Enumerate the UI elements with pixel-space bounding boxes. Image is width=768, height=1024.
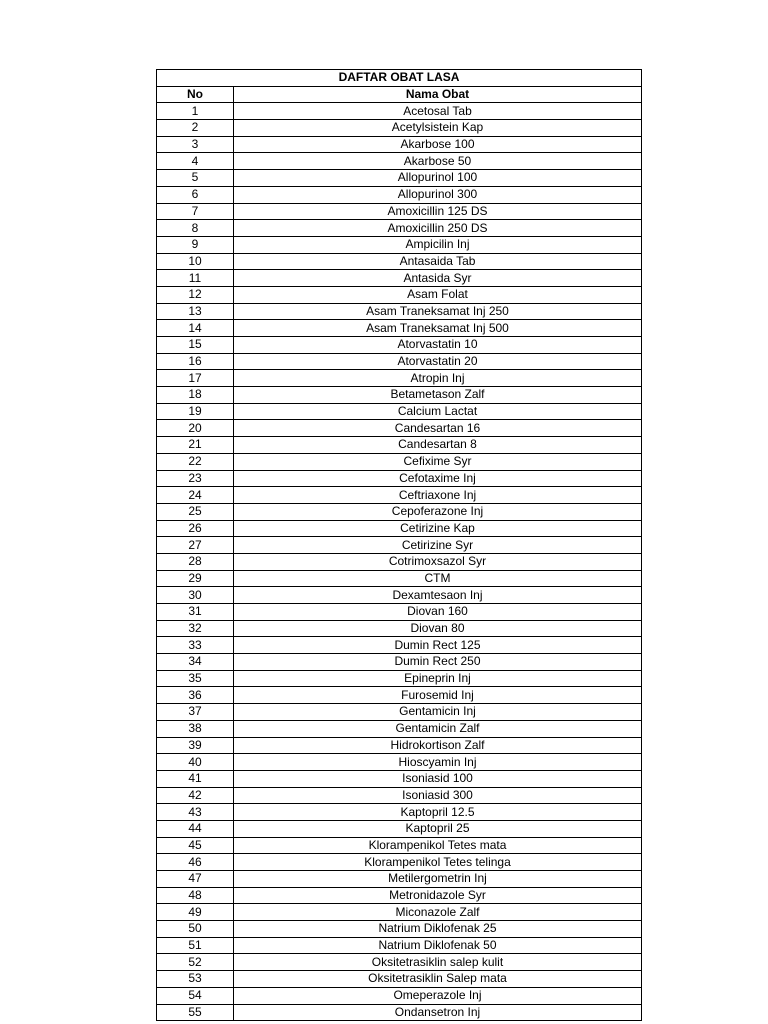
table-row (157, 470, 642, 487)
table-row (157, 587, 642, 604)
drug-name: Candesartan 8 (234, 437, 642, 454)
table-row (157, 136, 642, 153)
drug-name: Antasida Syr (234, 270, 642, 287)
table-row (157, 120, 642, 137)
row-number: 43 (157, 804, 234, 821)
drug-name: Diovan 160 (234, 604, 642, 621)
drug-name: Dumin Rect 250 (234, 654, 642, 671)
row-number: 38 (157, 720, 234, 737)
table-row (157, 437, 642, 454)
row-number: 1 (157, 103, 234, 120)
drug-name: Allopurinol 300 (234, 186, 642, 203)
row-number: 53 (157, 971, 234, 988)
drug-name: Hioscyamin Inj (234, 754, 642, 771)
table-row (157, 220, 642, 237)
drug-name: Atorvastatin 10 (234, 337, 642, 354)
row-number: 34 (157, 654, 234, 671)
drug-name: Asam Folat (234, 286, 642, 303)
row-number: 41 (157, 770, 234, 787)
drug-name: Diovan 80 (234, 620, 642, 637)
table-row (157, 670, 642, 687)
drug-name: Asam Traneksamat Inj 250 (234, 303, 642, 320)
row-number: 47 (157, 871, 234, 888)
row-number: 6 (157, 186, 234, 203)
table-row (157, 487, 642, 504)
table-row (157, 153, 642, 170)
header-row (157, 86, 642, 103)
drug-name: Furosemid Inj (234, 687, 642, 704)
row-number: 8 (157, 220, 234, 237)
table-row (157, 620, 642, 637)
table-row (157, 387, 642, 404)
row-number: 4 (157, 153, 234, 170)
title-row (157, 70, 642, 87)
row-number: 14 (157, 320, 234, 337)
table-row (157, 553, 642, 570)
table-row (157, 236, 642, 253)
row-number: 28 (157, 553, 234, 570)
column-header-name: Nama Obat (234, 86, 642, 103)
drug-name: Klorampenikol Tetes mata (234, 837, 642, 854)
drug-name: Ampicilin Inj (234, 236, 642, 253)
table-row (157, 820, 642, 837)
row-number: 18 (157, 387, 234, 404)
row-number: 5 (157, 170, 234, 187)
column-header-no: No (157, 86, 234, 103)
row-number: 11 (157, 270, 234, 287)
table-row (157, 921, 642, 938)
table-row (157, 186, 642, 203)
row-number: 21 (157, 437, 234, 454)
table-row (157, 203, 642, 220)
row-number: 31 (157, 604, 234, 621)
row-number: 51 (157, 937, 234, 954)
table-row (157, 303, 642, 320)
drug-name: Candesartan 16 (234, 420, 642, 437)
drug-name: Calcium Lactat (234, 403, 642, 420)
drug-name: Dumin Rect 125 (234, 637, 642, 654)
row-number: 27 (157, 537, 234, 554)
row-number: 32 (157, 620, 234, 637)
table-row (157, 353, 642, 370)
row-number: 13 (157, 303, 234, 320)
drug-name: Akarbose 100 (234, 136, 642, 153)
drug-name: Gentamicin Zalf (234, 720, 642, 737)
row-number: 7 (157, 203, 234, 220)
row-number: 23 (157, 470, 234, 487)
row-number: 54 (157, 987, 234, 1004)
row-number: 37 (157, 704, 234, 721)
table-row (157, 337, 642, 354)
table-row (157, 453, 642, 470)
table-row (157, 804, 642, 821)
drug-name: Klorampenikol Tetes telinga (234, 854, 642, 871)
table-body (157, 70, 642, 1021)
drug-name: Metronidazole Syr (234, 887, 642, 904)
row-number: 45 (157, 837, 234, 854)
row-number: 52 (157, 954, 234, 971)
row-number: 15 (157, 337, 234, 354)
row-number: 12 (157, 286, 234, 303)
table-row (157, 787, 642, 804)
table-row (157, 704, 642, 721)
drug-name: Ceftriaxone Inj (234, 487, 642, 504)
row-number: 30 (157, 587, 234, 604)
drug-name: Allopurinol 100 (234, 170, 642, 187)
table-row (157, 737, 642, 754)
drug-name: Antasaida Tab (234, 253, 642, 270)
row-number: 22 (157, 453, 234, 470)
row-number: 48 (157, 887, 234, 904)
drug-name: Hidrokortison Zalf (234, 737, 642, 754)
drug-list-table (156, 69, 642, 1021)
table-row (157, 654, 642, 671)
table-row (157, 503, 642, 520)
table-row (157, 770, 642, 787)
table-row (157, 971, 642, 988)
drug-name: Metilergometrin Inj (234, 871, 642, 888)
table-row (157, 420, 642, 437)
table-row (157, 987, 642, 1004)
row-number: 35 (157, 670, 234, 687)
drug-name: Atropin Inj (234, 370, 642, 387)
table-row (157, 370, 642, 387)
table-row (157, 720, 642, 737)
table-row (157, 687, 642, 704)
row-number: 25 (157, 503, 234, 520)
table-row (157, 403, 642, 420)
drug-name: Gentamicin Inj (234, 704, 642, 721)
drug-name: Isoniasid 300 (234, 787, 642, 804)
drug-name: Natrium Diklofenak 50 (234, 937, 642, 954)
table-row (157, 937, 642, 954)
drug-name: Cetirizine Syr (234, 537, 642, 554)
row-number: 19 (157, 403, 234, 420)
drug-name: Atorvastatin 20 (234, 353, 642, 370)
table-row (157, 637, 642, 654)
drug-name: Kaptopril 12.5 (234, 804, 642, 821)
table-row (157, 286, 642, 303)
table-row (157, 854, 642, 871)
drug-name: Cepoferazone Inj (234, 503, 642, 520)
row-number: 9 (157, 236, 234, 253)
row-number: 55 (157, 1004, 234, 1021)
drug-name: Cefotaxime Inj (234, 470, 642, 487)
drug-name: Epineprin Inj (234, 670, 642, 687)
row-number: 50 (157, 921, 234, 938)
drug-name: Amoxicillin 125 DS (234, 203, 642, 220)
drug-name: Omeperazole Inj (234, 987, 642, 1004)
table-title: DAFTAR OBAT LASA (157, 70, 642, 87)
row-number: 40 (157, 754, 234, 771)
drug-name: CTM (234, 570, 642, 587)
drug-name: Miconazole Zalf (234, 904, 642, 921)
drug-name: Ondansetron Inj (234, 1004, 642, 1021)
drug-name: Cetirizine Kap (234, 520, 642, 537)
drug-name: Acetylsistein Kap (234, 120, 642, 137)
row-number: 33 (157, 637, 234, 654)
table-row (157, 103, 642, 120)
table-row (157, 270, 642, 287)
table-row (157, 1004, 642, 1021)
drug-name: Oksitetrasiklin salep kulit (234, 954, 642, 971)
row-number: 49 (157, 904, 234, 921)
table-row (157, 604, 642, 621)
drug-name: Amoxicillin 250 DS (234, 220, 642, 237)
table-row (157, 837, 642, 854)
drug-name: Asam Traneksamat Inj 500 (234, 320, 642, 337)
drug-name: Akarbose 50 (234, 153, 642, 170)
table-row (157, 253, 642, 270)
row-number: 36 (157, 687, 234, 704)
row-number: 42 (157, 787, 234, 804)
drug-name: Cefixime Syr (234, 453, 642, 470)
table-row (157, 887, 642, 904)
table-row (157, 954, 642, 971)
row-number: 17 (157, 370, 234, 387)
table-row (157, 904, 642, 921)
row-number: 2 (157, 120, 234, 137)
table-row (157, 520, 642, 537)
row-number: 29 (157, 570, 234, 587)
row-number: 3 (157, 136, 234, 153)
drug-name: Isoniasid 100 (234, 770, 642, 787)
row-number: 20 (157, 420, 234, 437)
table-row (157, 570, 642, 587)
table-row (157, 320, 642, 337)
drug-name: Kaptopril 25 (234, 820, 642, 837)
row-number: 16 (157, 353, 234, 370)
drug-name: Betametason Zalf (234, 387, 642, 404)
row-number: 10 (157, 253, 234, 270)
drug-name: Dexamtesaon Inj (234, 587, 642, 604)
drug-name: Cotrimoxsazol Syr (234, 553, 642, 570)
drug-name: Oksitetrasiklin Salep mata (234, 971, 642, 988)
drug-name: Natrium Diklofenak 25 (234, 921, 642, 938)
table-row (157, 537, 642, 554)
drug-name: Acetosal Tab (234, 103, 642, 120)
row-number: 39 (157, 737, 234, 754)
row-number: 44 (157, 820, 234, 837)
row-number: 24 (157, 487, 234, 504)
row-number: 26 (157, 520, 234, 537)
table-row (157, 170, 642, 187)
row-number: 46 (157, 854, 234, 871)
table-row (157, 754, 642, 771)
table-row (157, 871, 642, 888)
